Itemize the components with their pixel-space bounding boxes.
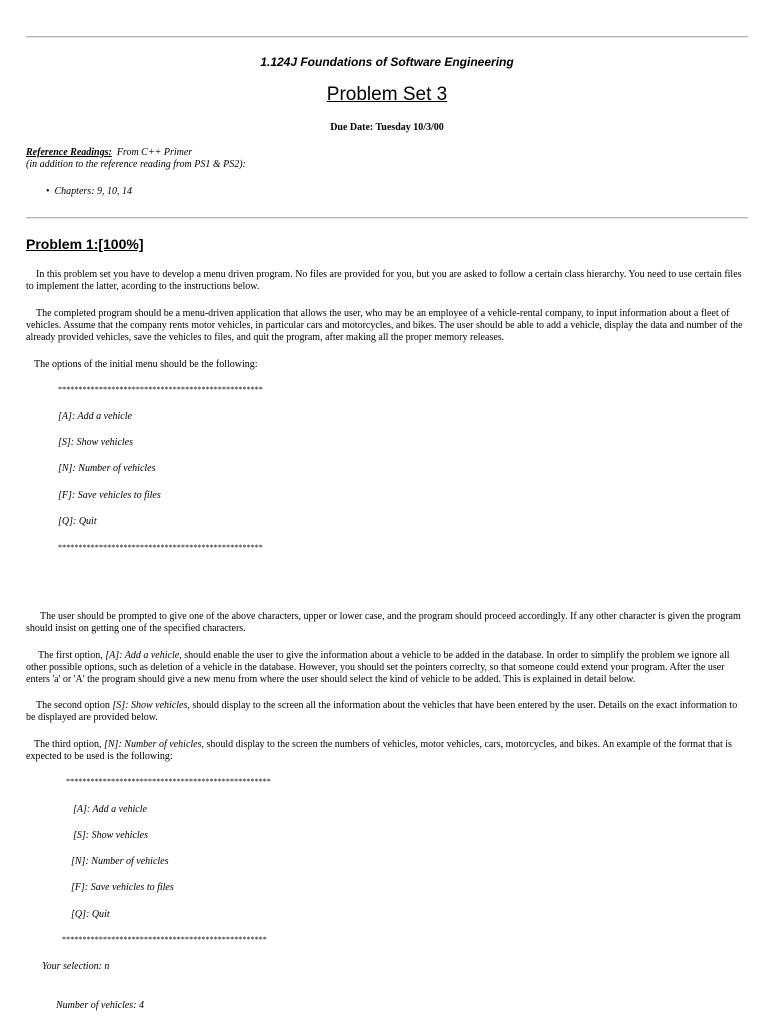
menu-option-add: [A]: Add a vehicle xyxy=(58,411,132,422)
menu-option-add: [A]: Add a vehicle xyxy=(73,804,147,815)
paragraph-option-number: The third option, [N]: Number of vehicles, should display to the screen the numbers of vehicles, motor vehicles, cars, motorcycles, and bikes. An example of the format that is expected to be used is the following: xyxy=(26,739,732,762)
section-divider xyxy=(26,217,748,219)
menu-border-top: ************************************************** xyxy=(58,385,263,394)
vehicle-count-example: Number of vehicles: 4 xyxy=(56,1000,145,1011)
bullet-icon: • xyxy=(46,186,50,197)
menu-option-quit: [Q]: Quit xyxy=(58,516,97,527)
menu-option-show: [S]: Show vehicles xyxy=(58,437,133,448)
menu-border-bottom: ************************************************** xyxy=(58,543,263,552)
paragraph-prompt: The user should be prompted to give one of the above characters, upper or lower case, and the program should proceed accordingly. If any other character is given the program should insist on getting one of the specified characters. xyxy=(26,611,741,634)
list-item: • Chapters: 9, 10, 14 xyxy=(46,186,133,197)
page-title: Problem Set 3 xyxy=(326,84,448,105)
menu-border-bottom: ************************************************** xyxy=(62,935,267,944)
paragraph-option-add: The first option, [A]: Add a vehicle, should enable the user to give the information about a vehicle to be added in the database. In order to simplify the problem we ignore all other possible options, such as deletion of a vehicle in the database. However, you should set the pointers correclty, so that someone could extend your program. After the user enters 'a' or 'A' the program should give a new menu from where the user should select the kind of vehicle to be added. This is explained in detail below. xyxy=(26,650,730,685)
problem-heading: Problem 1:[100%] xyxy=(26,236,144,252)
paragraph-description: The completed program should be a menu-driven application that allows the user, who may be an employee of a vehicle-rental company, to input information about a fleet of vehicles. Assume that the company rents motor vehicles, in particular cars and motorcycles, and bikes. The user should be able to add a vehicle, display the data and number of the already provided vehicles, save the vehicles to files, and quit the program, after making all the proper memory releases. xyxy=(26,308,743,343)
menu-option-number: [N]: Number of vehicles xyxy=(71,856,169,867)
course-title: 1.124J Foundations of Software Engineering xyxy=(260,55,514,69)
paragraph-intro: In this problem set you have to develop a menu driven program. No files are provided for you, but you are asked to follow a certain class hierarchy. You need to use certain files to implement the latter, acording to the instructions below. xyxy=(26,269,742,292)
reference-note: (in addition to the reference reading from PS1 & PS2): xyxy=(26,159,246,170)
due-date: Due Date: Tuesday 10/3/00 xyxy=(330,122,444,133)
menu-option-save: [F]: Save vehicles to files xyxy=(71,882,174,893)
reference-source: From C++ Primer xyxy=(116,147,193,158)
selection-example: Your selection: n xyxy=(42,961,110,972)
menu-border-top: ************************************************** xyxy=(66,777,271,786)
menu-option-quit: [Q]: Quit xyxy=(71,909,110,920)
paragraph-option-show: The second option [S]: Show vehicles, should display to the screen all the information about the vehicles that have been entered by the user. Details on the exact information to be displayed are provided below. xyxy=(26,700,738,723)
reference-label: Reference Readings: xyxy=(26,147,112,158)
menu-option-save: [F]: Save vehicles to files xyxy=(58,490,161,501)
menu-option-show: [S]: Show vehicles xyxy=(73,830,148,841)
paragraph-menu-intro: The options of the initial menu should be the following: xyxy=(34,359,258,370)
reference-readings xyxy=(26,147,246,171)
menu-option-number: [N]: Number of vehicles xyxy=(58,463,156,474)
top-divider xyxy=(26,36,748,38)
